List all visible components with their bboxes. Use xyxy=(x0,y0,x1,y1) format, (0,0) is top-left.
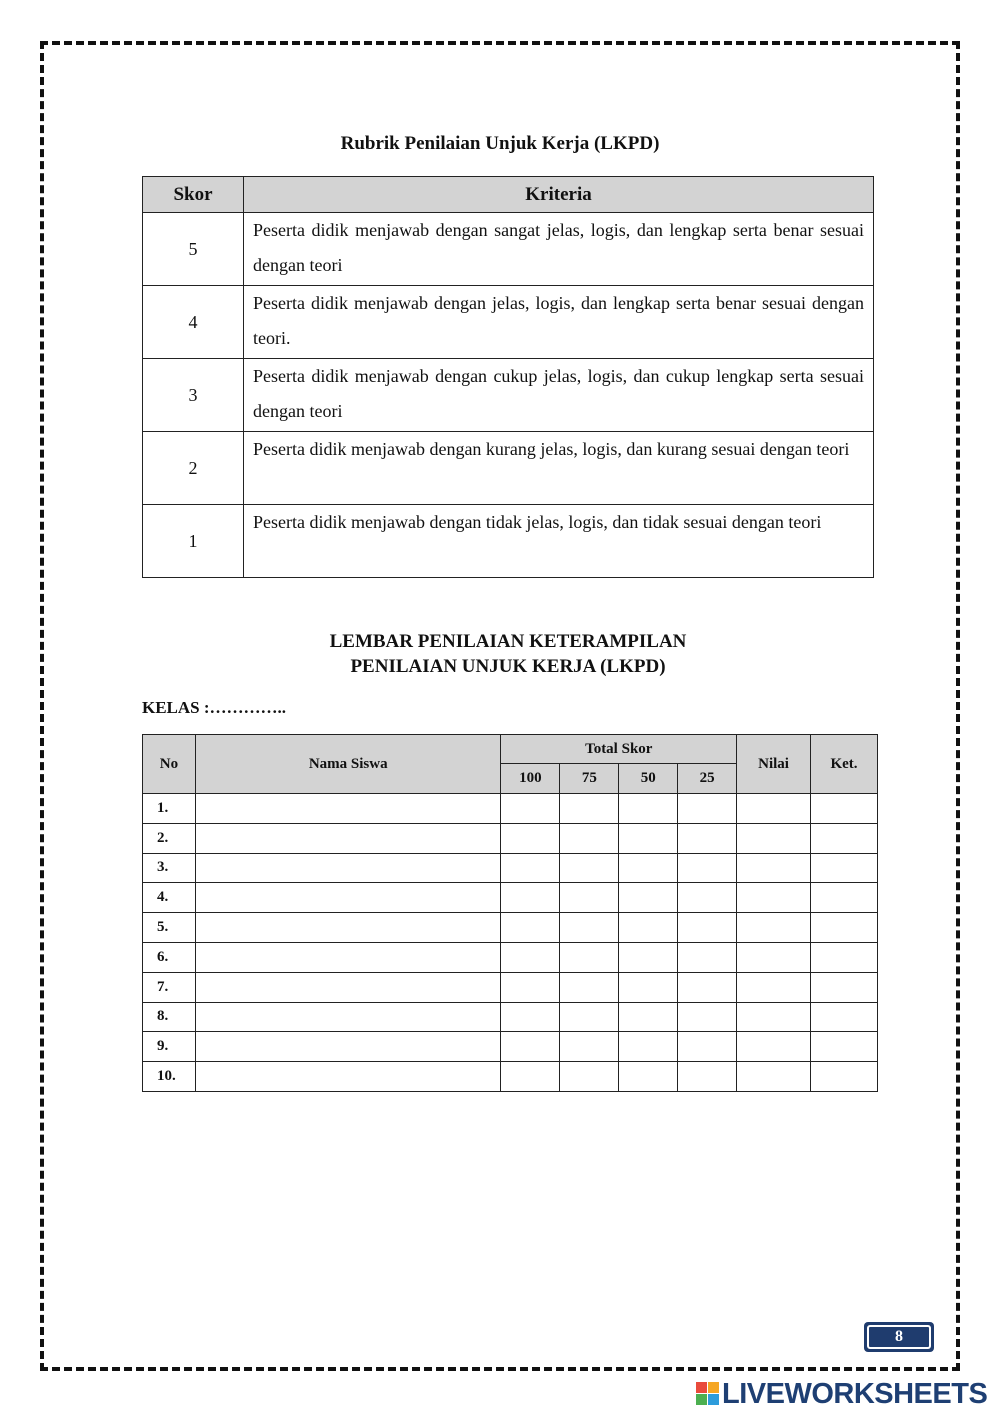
row-number: 1. xyxy=(143,794,196,824)
score-100-cell[interactable] xyxy=(501,853,560,883)
score-50-cell[interactable] xyxy=(619,794,678,824)
nilai-cell[interactable] xyxy=(737,1002,811,1032)
nilai-cell[interactable] xyxy=(737,942,811,972)
nilai-cell[interactable] xyxy=(737,1062,811,1092)
score-100-cell[interactable] xyxy=(501,823,560,853)
score-50-cell[interactable] xyxy=(619,883,678,913)
nilai-cell[interactable] xyxy=(737,1032,811,1062)
rubrik-kriteria: Peserta didik menjawab dengan kurang jelas, logis, dan kurang sesuai dengan teori xyxy=(244,432,874,505)
score-50-cell[interactable] xyxy=(619,1032,678,1062)
score-75-cell[interactable] xyxy=(560,853,619,883)
student-row xyxy=(143,942,878,972)
nilai-table xyxy=(142,734,878,1092)
student-row xyxy=(143,1002,878,1032)
ket-cell[interactable] xyxy=(810,794,877,824)
score-75-cell[interactable] xyxy=(560,794,619,824)
rubrik-table xyxy=(142,176,874,578)
score-25-cell[interactable] xyxy=(678,1002,737,1032)
ket-cell[interactable] xyxy=(810,1062,877,1092)
rubrik-skor: 2 xyxy=(143,432,244,505)
rubrik-row xyxy=(143,213,874,286)
score-25-cell[interactable] xyxy=(678,883,737,913)
student-row xyxy=(143,1062,878,1092)
rubrik-kriteria: Peserta didik menjawab dengan sangat jelas, logis, dan lengkap serta benar sesuai dengan teori xyxy=(244,213,874,286)
rubrik-row xyxy=(143,286,874,359)
nama-siswa-cell[interactable] xyxy=(195,942,500,972)
score-100-cell[interactable] xyxy=(501,1062,560,1092)
score-75-cell[interactable] xyxy=(560,1062,619,1092)
score-75-cell[interactable] xyxy=(560,913,619,943)
row-number: 10. xyxy=(143,1062,196,1092)
lembar-title xyxy=(0,629,1000,679)
row-number: 6. xyxy=(143,942,196,972)
ket-cell[interactable] xyxy=(810,1002,877,1032)
rubrik-skor: 1 xyxy=(143,505,244,578)
row-number: 4. xyxy=(143,883,196,913)
nilai-cell[interactable] xyxy=(737,853,811,883)
rubrik-row xyxy=(143,359,874,432)
score-50-cell[interactable] xyxy=(619,1062,678,1092)
row-number: 5. xyxy=(143,913,196,943)
student-row xyxy=(143,972,878,1002)
header-score-75: 75 xyxy=(560,764,619,794)
score-50-cell[interactable] xyxy=(619,942,678,972)
rubrik-header-skor: Skor xyxy=(143,177,244,213)
ket-cell[interactable] xyxy=(810,972,877,1002)
kelas-label: KELAS :………….. xyxy=(142,698,287,717)
ket-cell[interactable] xyxy=(810,823,877,853)
ket-cell[interactable] xyxy=(810,942,877,972)
header-nama-siswa: Nama Siswa xyxy=(195,735,500,794)
liveworksheets-text: LIVEWORKSHEETS xyxy=(722,1378,988,1410)
rubrik-skor: 4 xyxy=(143,286,244,359)
nama-siswa-cell[interactable] xyxy=(195,1002,500,1032)
score-25-cell[interactable] xyxy=(678,942,737,972)
score-100-cell[interactable] xyxy=(501,942,560,972)
score-25-cell[interactable] xyxy=(678,1062,737,1092)
nilai-cell[interactable] xyxy=(737,883,811,913)
header-total-skor: Total Skor xyxy=(501,735,737,764)
student-row xyxy=(143,794,878,824)
nama-siswa-cell[interactable] xyxy=(195,1032,500,1062)
score-100-cell[interactable] xyxy=(501,794,560,824)
nama-siswa-cell[interactable] xyxy=(195,823,500,853)
lembar-title-line2: PENILAIAN UNJUK KERJA (LKPD) xyxy=(350,656,666,677)
student-row xyxy=(143,913,878,943)
header-score-25: 25 xyxy=(678,764,737,794)
score-100-cell[interactable] xyxy=(501,1032,560,1062)
student-row xyxy=(143,853,878,883)
header-no: No xyxy=(143,735,196,794)
score-100-cell[interactable] xyxy=(501,883,560,913)
score-50-cell[interactable] xyxy=(619,1002,678,1032)
nilai-cell[interactable] xyxy=(737,794,811,824)
row-number: 3. xyxy=(143,853,196,883)
nama-siswa-cell[interactable] xyxy=(195,794,500,824)
score-25-cell[interactable] xyxy=(678,913,737,943)
liveworksheets-watermark xyxy=(696,1378,996,1410)
nilai-cell[interactable] xyxy=(737,823,811,853)
row-number: 7. xyxy=(143,972,196,1002)
row-number: 9. xyxy=(143,1032,196,1062)
page-number: 8 xyxy=(867,1325,931,1349)
score-100-cell[interactable] xyxy=(501,1002,560,1032)
nama-siswa-cell[interactable] xyxy=(195,972,500,1002)
score-75-cell[interactable] xyxy=(560,883,619,913)
score-25-cell[interactable] xyxy=(678,823,737,853)
score-25-cell[interactable] xyxy=(678,853,737,883)
rubrik-row xyxy=(143,505,874,578)
header-ket: Ket. xyxy=(810,735,877,794)
nilai-cell[interactable] xyxy=(737,972,811,1002)
ket-cell[interactable] xyxy=(810,853,877,883)
score-50-cell[interactable] xyxy=(619,972,678,1002)
score-75-cell[interactable] xyxy=(560,823,619,853)
student-row xyxy=(143,883,878,913)
ket-cell[interactable] xyxy=(810,1032,877,1062)
student-row xyxy=(143,823,878,853)
page-number-badge xyxy=(864,1322,934,1352)
rubrik-kriteria: Peserta didik menjawab dengan tidak jelas, logis, dan tidak sesuai dengan teori xyxy=(244,505,874,578)
score-25-cell[interactable] xyxy=(678,972,737,1002)
nilai-cell[interactable] xyxy=(737,913,811,943)
nama-siswa-cell[interactable] xyxy=(195,1062,500,1092)
score-100-cell[interactable] xyxy=(501,913,560,943)
rubrik-skor: 3 xyxy=(143,359,244,432)
score-100-cell[interactable] xyxy=(501,972,560,1002)
rubrik-row xyxy=(143,432,874,505)
ket-cell[interactable] xyxy=(810,913,877,943)
rubrik-skor: 5 xyxy=(143,213,244,286)
score-50-cell[interactable] xyxy=(619,913,678,943)
score-75-cell[interactable] xyxy=(560,972,619,1002)
row-number: 2. xyxy=(143,823,196,853)
rubrik-kriteria: Peserta didik menjawab dengan cukup jelas, logis, dan cukup lengkap serta sesuai dengan teori xyxy=(244,359,874,432)
score-75-cell[interactable] xyxy=(560,942,619,972)
score-75-cell[interactable] xyxy=(560,1032,619,1062)
lembar-title-line1: LEMBAR PENILAIAN KETERAMPILAN xyxy=(329,631,687,652)
header-nilai: Nilai xyxy=(737,735,811,794)
liveworksheets-logo-icon xyxy=(696,1382,720,1406)
score-75-cell[interactable] xyxy=(560,1002,619,1032)
rubrik-title: Rubrik Penilaian Unjuk Kerja (LKPD) xyxy=(340,133,660,154)
score-25-cell[interactable] xyxy=(678,794,737,824)
score-50-cell[interactable] xyxy=(619,853,678,883)
header-score-50: 50 xyxy=(619,764,678,794)
nama-siswa-cell[interactable] xyxy=(195,883,500,913)
rubrik-kriteria: Peserta didik menjawab dengan jelas, logis, dan lengkap serta benar sesuai dengan teori. xyxy=(244,286,874,359)
score-25-cell[interactable] xyxy=(678,1032,737,1062)
nama-siswa-cell[interactable] xyxy=(195,913,500,943)
rubrik-header-kriteria: Kriteria xyxy=(244,177,874,213)
header-score-100: 100 xyxy=(501,764,560,794)
nama-siswa-cell[interactable] xyxy=(195,853,500,883)
score-50-cell[interactable] xyxy=(619,823,678,853)
row-number: 8. xyxy=(143,1002,196,1032)
ket-cell[interactable] xyxy=(810,883,877,913)
student-row xyxy=(143,1032,878,1062)
